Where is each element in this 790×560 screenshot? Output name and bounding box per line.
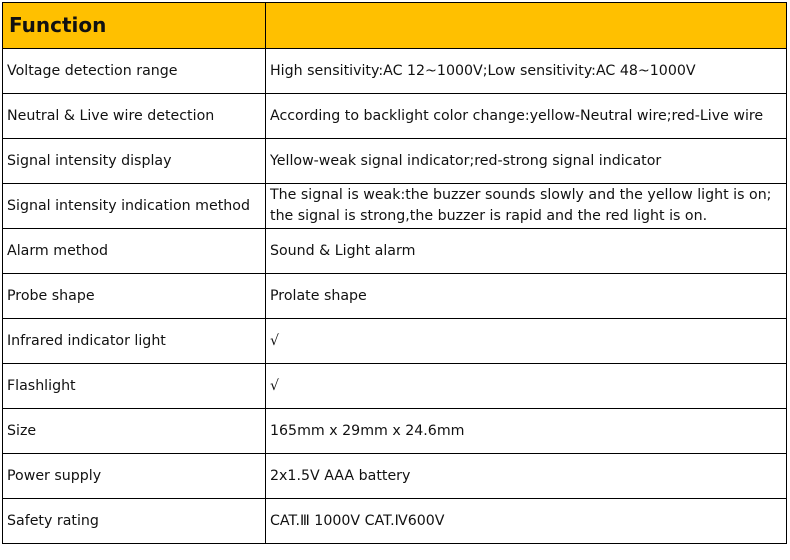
row-value: Prolate shape: [266, 274, 787, 319]
row-label: Power supply: [3, 454, 266, 499]
row-value: The signal is weak:the buzzer sounds slowly and the yellow light is on; the signal is strong,the buzzer is rapid and the red light is on.: [266, 184, 787, 229]
row-label: Neutral & Live wire detection: [3, 94, 266, 139]
table-row: [3, 499, 787, 544]
row-label: Flashlight: [3, 364, 266, 409]
row-value: High sensitivity:AC 12~1000V;Low sensitivity:AC 48~1000V: [266, 49, 787, 94]
row-value: According to backlight color change:yellow-Neutral wire;red-Live wire: [266, 94, 787, 139]
table-row: [3, 49, 787, 94]
row-label: Alarm method: [3, 229, 266, 274]
table-row: [3, 364, 787, 409]
row-value: Yellow-weak signal indicator;red-strong signal indicator: [266, 139, 787, 184]
row-label: Safety rating: [3, 499, 266, 544]
table-row: [3, 274, 787, 319]
row-label: Voltage detection range: [3, 49, 266, 94]
row-label: Infrared indicator light: [3, 319, 266, 364]
row-label: Signal intensity indication method: [3, 184, 266, 229]
row-value: 165mm x 29mm x 24.6mm: [266, 409, 787, 454]
table-row: [3, 229, 787, 274]
table-row: [3, 184, 787, 229]
row-label: Size: [3, 409, 266, 454]
function-heading: Function: [3, 3, 266, 49]
row-label: Signal intensity display: [3, 139, 266, 184]
row-label: Probe shape: [3, 274, 266, 319]
table-row: [3, 454, 787, 499]
row-value: √: [266, 364, 787, 409]
table-row: [3, 319, 787, 364]
table-header-row: [3, 3, 787, 49]
row-value: 2x1.5V AAA battery: [266, 454, 787, 499]
row-value: √: [266, 319, 787, 364]
row-value: Sound & Light alarm: [266, 229, 787, 274]
table-row: [3, 94, 787, 139]
table-row: [3, 139, 787, 184]
row-value: CAT.Ⅲ 1000V CAT.Ⅳ600V: [266, 499, 787, 544]
table-row: [3, 409, 787, 454]
spec-table: [2, 2, 787, 544]
header-empty-cell: [266, 3, 787, 49]
